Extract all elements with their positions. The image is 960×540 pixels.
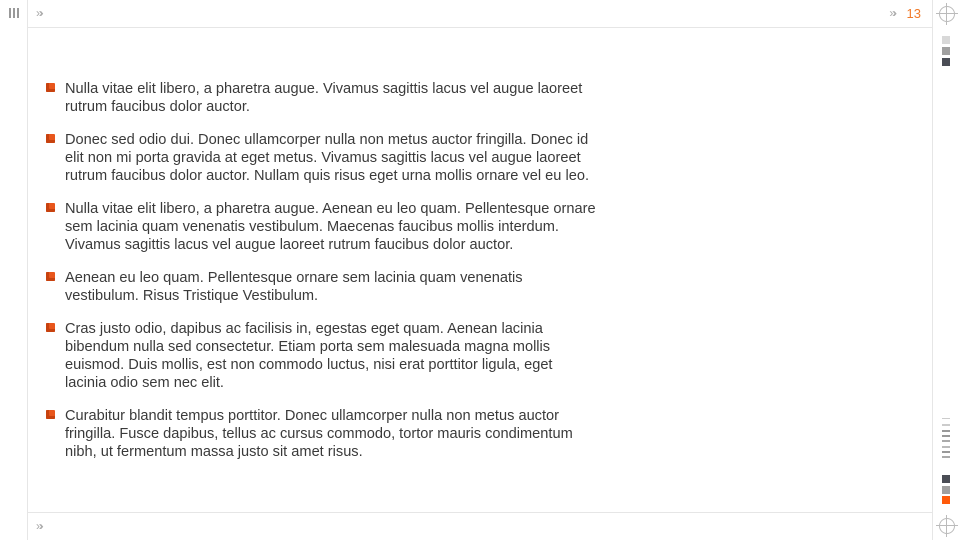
list-item-text: Nulla vitae elit libero, a pharetra augue. Vivamus sagittis lacus vel augue laoreet rutrum faucibus dolor auctor. <box>65 81 583 115</box>
stripe-marker <box>942 424 950 426</box>
cube-bullet-icon <box>46 410 55 419</box>
list-item-text: Curabitur blandit tempus porttitor. Donec ullamcorper nulla non metus auctor fringilla. Fusce dapibus, tellus ac cursus commodo, tortor mauris condimentum nibh, ut fermentum massa justo sit amet risus. <box>65 408 573 460</box>
swatch-orange[interactable] <box>942 496 950 504</box>
expand-chevron-icon[interactable]: »› <box>36 6 41 20</box>
cube-bullet-icon <box>46 83 55 92</box>
bullet-list <box>46 80 596 476</box>
crosshair-icon[interactable] <box>939 6 955 22</box>
menu-icon[interactable] <box>9 8 19 18</box>
list-item <box>46 320 596 392</box>
list-item <box>46 80 596 116</box>
cube-bullet-icon <box>46 272 55 281</box>
swatch-light[interactable] <box>942 36 950 44</box>
list-item-text: Cras justo odio, dapibus ac facilisis in, egestas eget quam. Aenean lacinia bibendum nulla sed consectetur. Etiam porta sem malesuada magna mollis euismod. Duis mollis, est non commodo luctus, nisi erat porttitor ligula, eget lacinia odio sem nec elit. <box>65 321 553 391</box>
cube-bullet-icon <box>46 323 55 332</box>
stripe-marker <box>942 456 950 458</box>
top-bar <box>28 0 932 28</box>
swatch-mid[interactable] <box>942 47 950 55</box>
list-item <box>46 131 596 185</box>
list-item-text: Aenean eu leo quam. Pellentesque ornare sem lacinia quam venenatis vestibulum. Risus Tristique Vestibulum. <box>65 270 523 304</box>
expand-chevron-icon[interactable]: »› <box>36 519 41 533</box>
stripe-marker <box>942 435 950 437</box>
left-sidebar <box>0 0 28 540</box>
stripe-marker <box>942 446 950 448</box>
cube-bullet-icon <box>46 134 55 143</box>
list-item <box>46 269 596 305</box>
stripe-marker <box>942 418 950 419</box>
stripe-marker <box>942 440 950 442</box>
list-item <box>46 200 596 254</box>
right-sidebar <box>932 0 960 540</box>
page-number: 13 <box>906 6 921 21</box>
swatch-mid[interactable] <box>942 486 950 494</box>
crosshair-icon[interactable] <box>939 518 955 534</box>
list-item-text: Donec sed odio dui. Donec ullamcorper nulla non metus auctor fringilla. Donec id elit non mi porta gravida at eget metus. Vivamus sagittis lacus vel augue laoreet rutrum faucibus dolor auctor. Nullam quis risus eget urna mollis ornare vel eu leo. <box>65 132 589 184</box>
stripe-marker <box>942 430 950 432</box>
next-chevron-icon[interactable]: »› <box>889 6 894 20</box>
swatch-dark[interactable] <box>942 58 950 66</box>
swatch-dark[interactable] <box>942 475 950 483</box>
bottom-bar <box>28 512 932 540</box>
list-item <box>46 407 596 461</box>
list-item-text: Nulla vitae elit libero, a pharetra augue. Aenean eu leo quam. Pellentesque ornare sem lacinia quam venenatis vestibulum. Maecenas faucibus mollis interdum. Vivamus sagittis lacus vel augue laoreet rutrum faucibus dolor auctor. <box>65 201 596 253</box>
stripe-marker <box>942 451 950 453</box>
cube-bullet-icon <box>46 203 55 212</box>
